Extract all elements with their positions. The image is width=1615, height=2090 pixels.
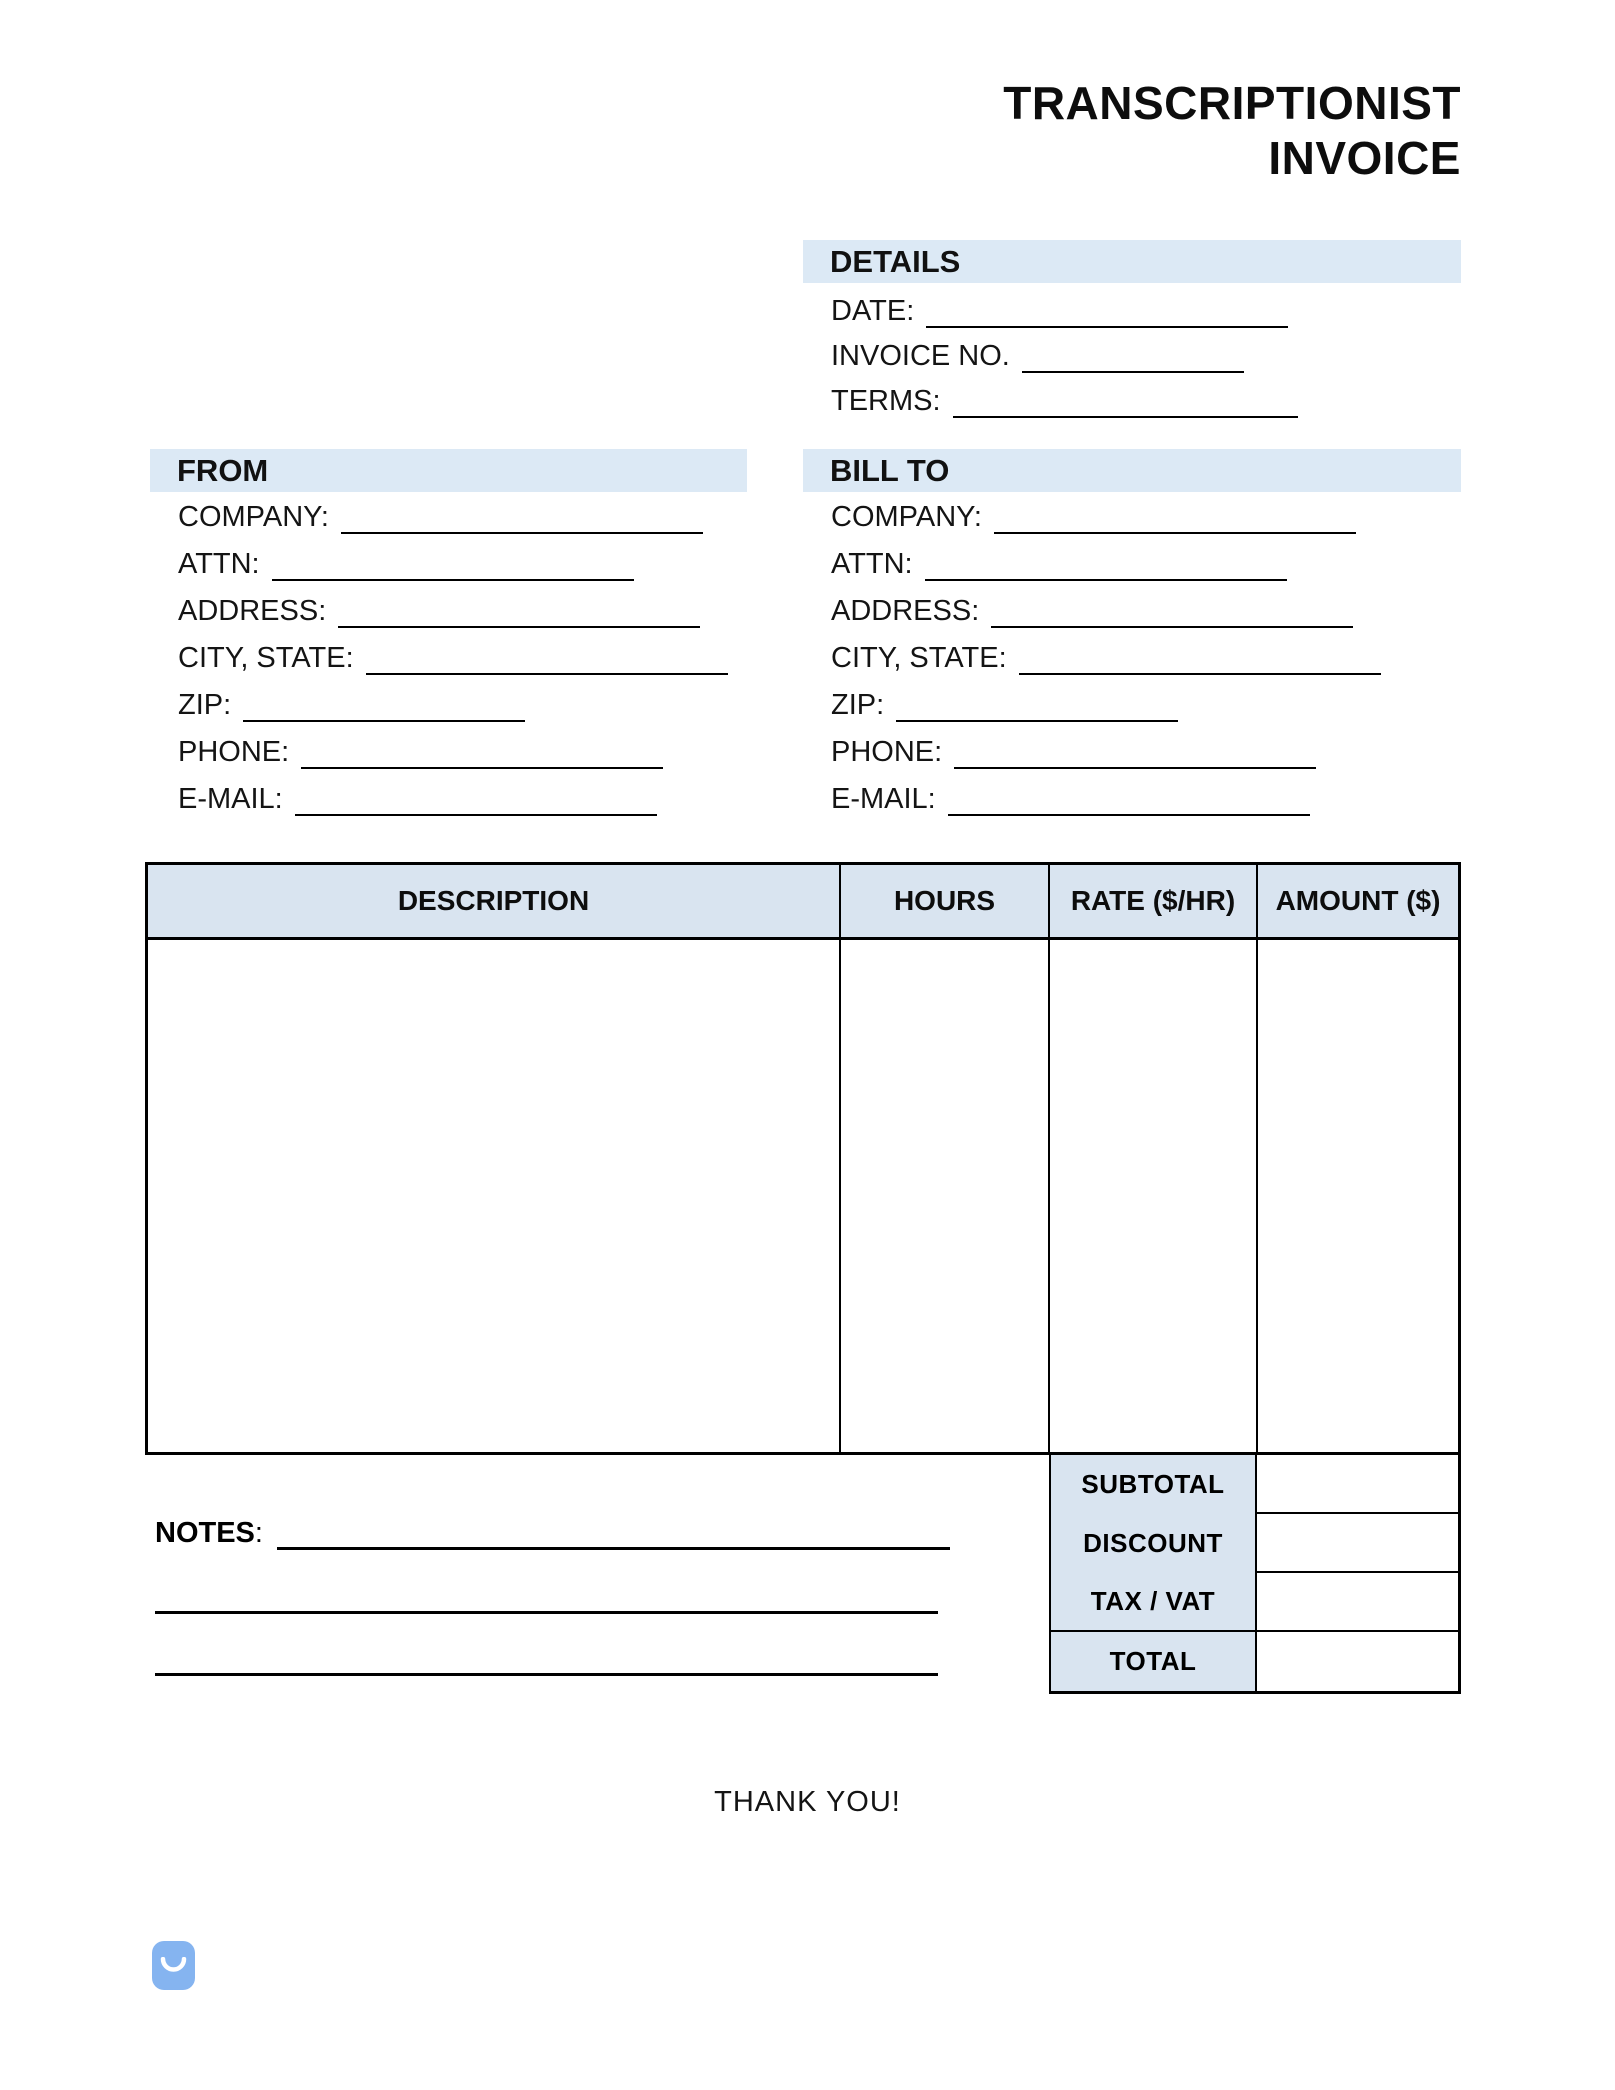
company-label: COMPANY:: [831, 501, 982, 533]
company-blank-line: [341, 504, 703, 534]
amount-cell: [1258, 940, 1458, 1452]
phone-label: PHONE:: [178, 736, 290, 768]
field-row-phone: [831, 722, 1461, 769]
from-section: [150, 449, 747, 816]
attn-blank-line: [272, 551, 634, 581]
column-header-amount: AMOUNT ($): [1275, 885, 1441, 916]
summary-row-discount: [1051, 1514, 1458, 1573]
details-section-header: DETAILS: [803, 240, 1461, 283]
notes-label: NOTES: [155, 1517, 255, 1549]
address-blank-line: [338, 598, 700, 628]
zip-label: ZIP:: [178, 689, 232, 721]
table-body-row: [148, 940, 1458, 1452]
field-row-address: [178, 581, 747, 628]
company-label: COMPANY:: [178, 501, 329, 533]
smile-logo: [152, 1941, 195, 1990]
zip-blank-line: [243, 692, 525, 722]
attn-blank-line: [925, 551, 1287, 581]
zip-blank-line: [896, 692, 1178, 722]
notes-blank-line-2: [155, 1611, 938, 1614]
city-state-blank-line: [1019, 645, 1381, 675]
subtotal-value: [1257, 1455, 1458, 1514]
table-header-row: [148, 865, 1458, 940]
field-row-invoice-no: [831, 328, 1461, 373]
from-section-header: FROM: [150, 449, 747, 492]
discount-value: [1257, 1514, 1458, 1573]
from-fields: [150, 492, 747, 816]
document-title: [1003, 76, 1461, 186]
city-state-label: CITY, STATE:: [831, 642, 1007, 674]
city-state-label: CITY, STATE:: [178, 642, 354, 674]
field-row-address: [831, 581, 1461, 628]
field-row-terms: [831, 373, 1461, 418]
document-title-line1: TRANSCRIPTIONIST: [1003, 77, 1461, 129]
column-header-description: DESCRIPTION: [148, 865, 841, 937]
email-blank-line: [295, 786, 657, 816]
description-cell: [148, 940, 841, 1452]
field-row-zip: [831, 675, 1461, 722]
email-label: E-MAIL:: [178, 783, 283, 815]
field-row-phone: [178, 722, 747, 769]
email-blank-line: [948, 786, 1310, 816]
phone-blank-line: [301, 739, 663, 769]
attn-label: ATTN:: [178, 548, 260, 580]
field-row-attn: [178, 534, 747, 581]
line-items-table: [145, 862, 1461, 1455]
column-header-rate: RATE ($/HR): [1050, 865, 1258, 937]
bill-to-section: [803, 449, 1461, 816]
notes-colon: :: [254, 1517, 263, 1549]
field-row-email: [831, 769, 1461, 816]
field-row-attn: [831, 534, 1461, 581]
phone-label: PHONE:: [831, 736, 943, 768]
date-blank-line: [926, 298, 1288, 328]
date-label: DATE:: [831, 295, 915, 327]
attn-label: ATTN:: [831, 548, 913, 580]
document-title-line2: INVOICE: [1268, 132, 1461, 184]
phone-blank-line: [954, 739, 1316, 769]
email-label: E-MAIL:: [831, 783, 936, 815]
field-row-zip: [178, 675, 747, 722]
invoice-no-blank-line: [1022, 343, 1244, 373]
field-row-email: [178, 769, 747, 816]
rate-cell: [1050, 940, 1258, 1452]
summary-row-tax-vat: [1051, 1573, 1458, 1632]
summary-row-subtotal: [1051, 1455, 1458, 1514]
address-label: ADDRESS:: [831, 595, 980, 627]
company-blank-line: [994, 504, 1356, 534]
tax-vat-label: TAX / VAT: [1051, 1573, 1257, 1632]
smile-icon: [160, 1957, 187, 1974]
field-row-city-state: [831, 628, 1461, 675]
field-row-city-state: [178, 628, 747, 675]
tax-vat-value: [1257, 1573, 1458, 1632]
notes-blank-line-3: [155, 1673, 938, 1676]
address-label: ADDRESS:: [178, 595, 327, 627]
discount-label: DISCOUNT: [1051, 1514, 1257, 1573]
terms-blank-line: [953, 388, 1298, 418]
bill-to-fields: [803, 492, 1461, 816]
total-value: [1257, 1632, 1458, 1691]
hours-cell: [841, 940, 1050, 1452]
field-row-date: [831, 283, 1461, 328]
total-label: TOTAL: [1051, 1632, 1257, 1691]
notes-row: [155, 1506, 950, 1550]
terms-label: TERMS:: [831, 385, 941, 417]
details-fields: [803, 283, 1461, 418]
field-row-company: [831, 492, 1461, 534]
zip-label: ZIP:: [831, 689, 885, 721]
summary-block: [1049, 1455, 1461, 1694]
invoice-no-label: INVOICE NO.: [831, 340, 1010, 372]
city-state-blank-line: [366, 645, 728, 675]
bill-to-section-header: BILL TO: [803, 449, 1461, 492]
address-blank-line: [991, 598, 1353, 628]
details-section: [803, 240, 1461, 418]
thank-you-text: THANK YOU!: [714, 1786, 901, 1818]
field-row-company: [178, 492, 747, 534]
subtotal-label: SUBTOTAL: [1051, 1455, 1257, 1514]
summary-row-total: [1051, 1632, 1458, 1691]
notes-blank-line-1: [277, 1520, 950, 1550]
column-header-hours: HOURS: [841, 865, 1050, 937]
